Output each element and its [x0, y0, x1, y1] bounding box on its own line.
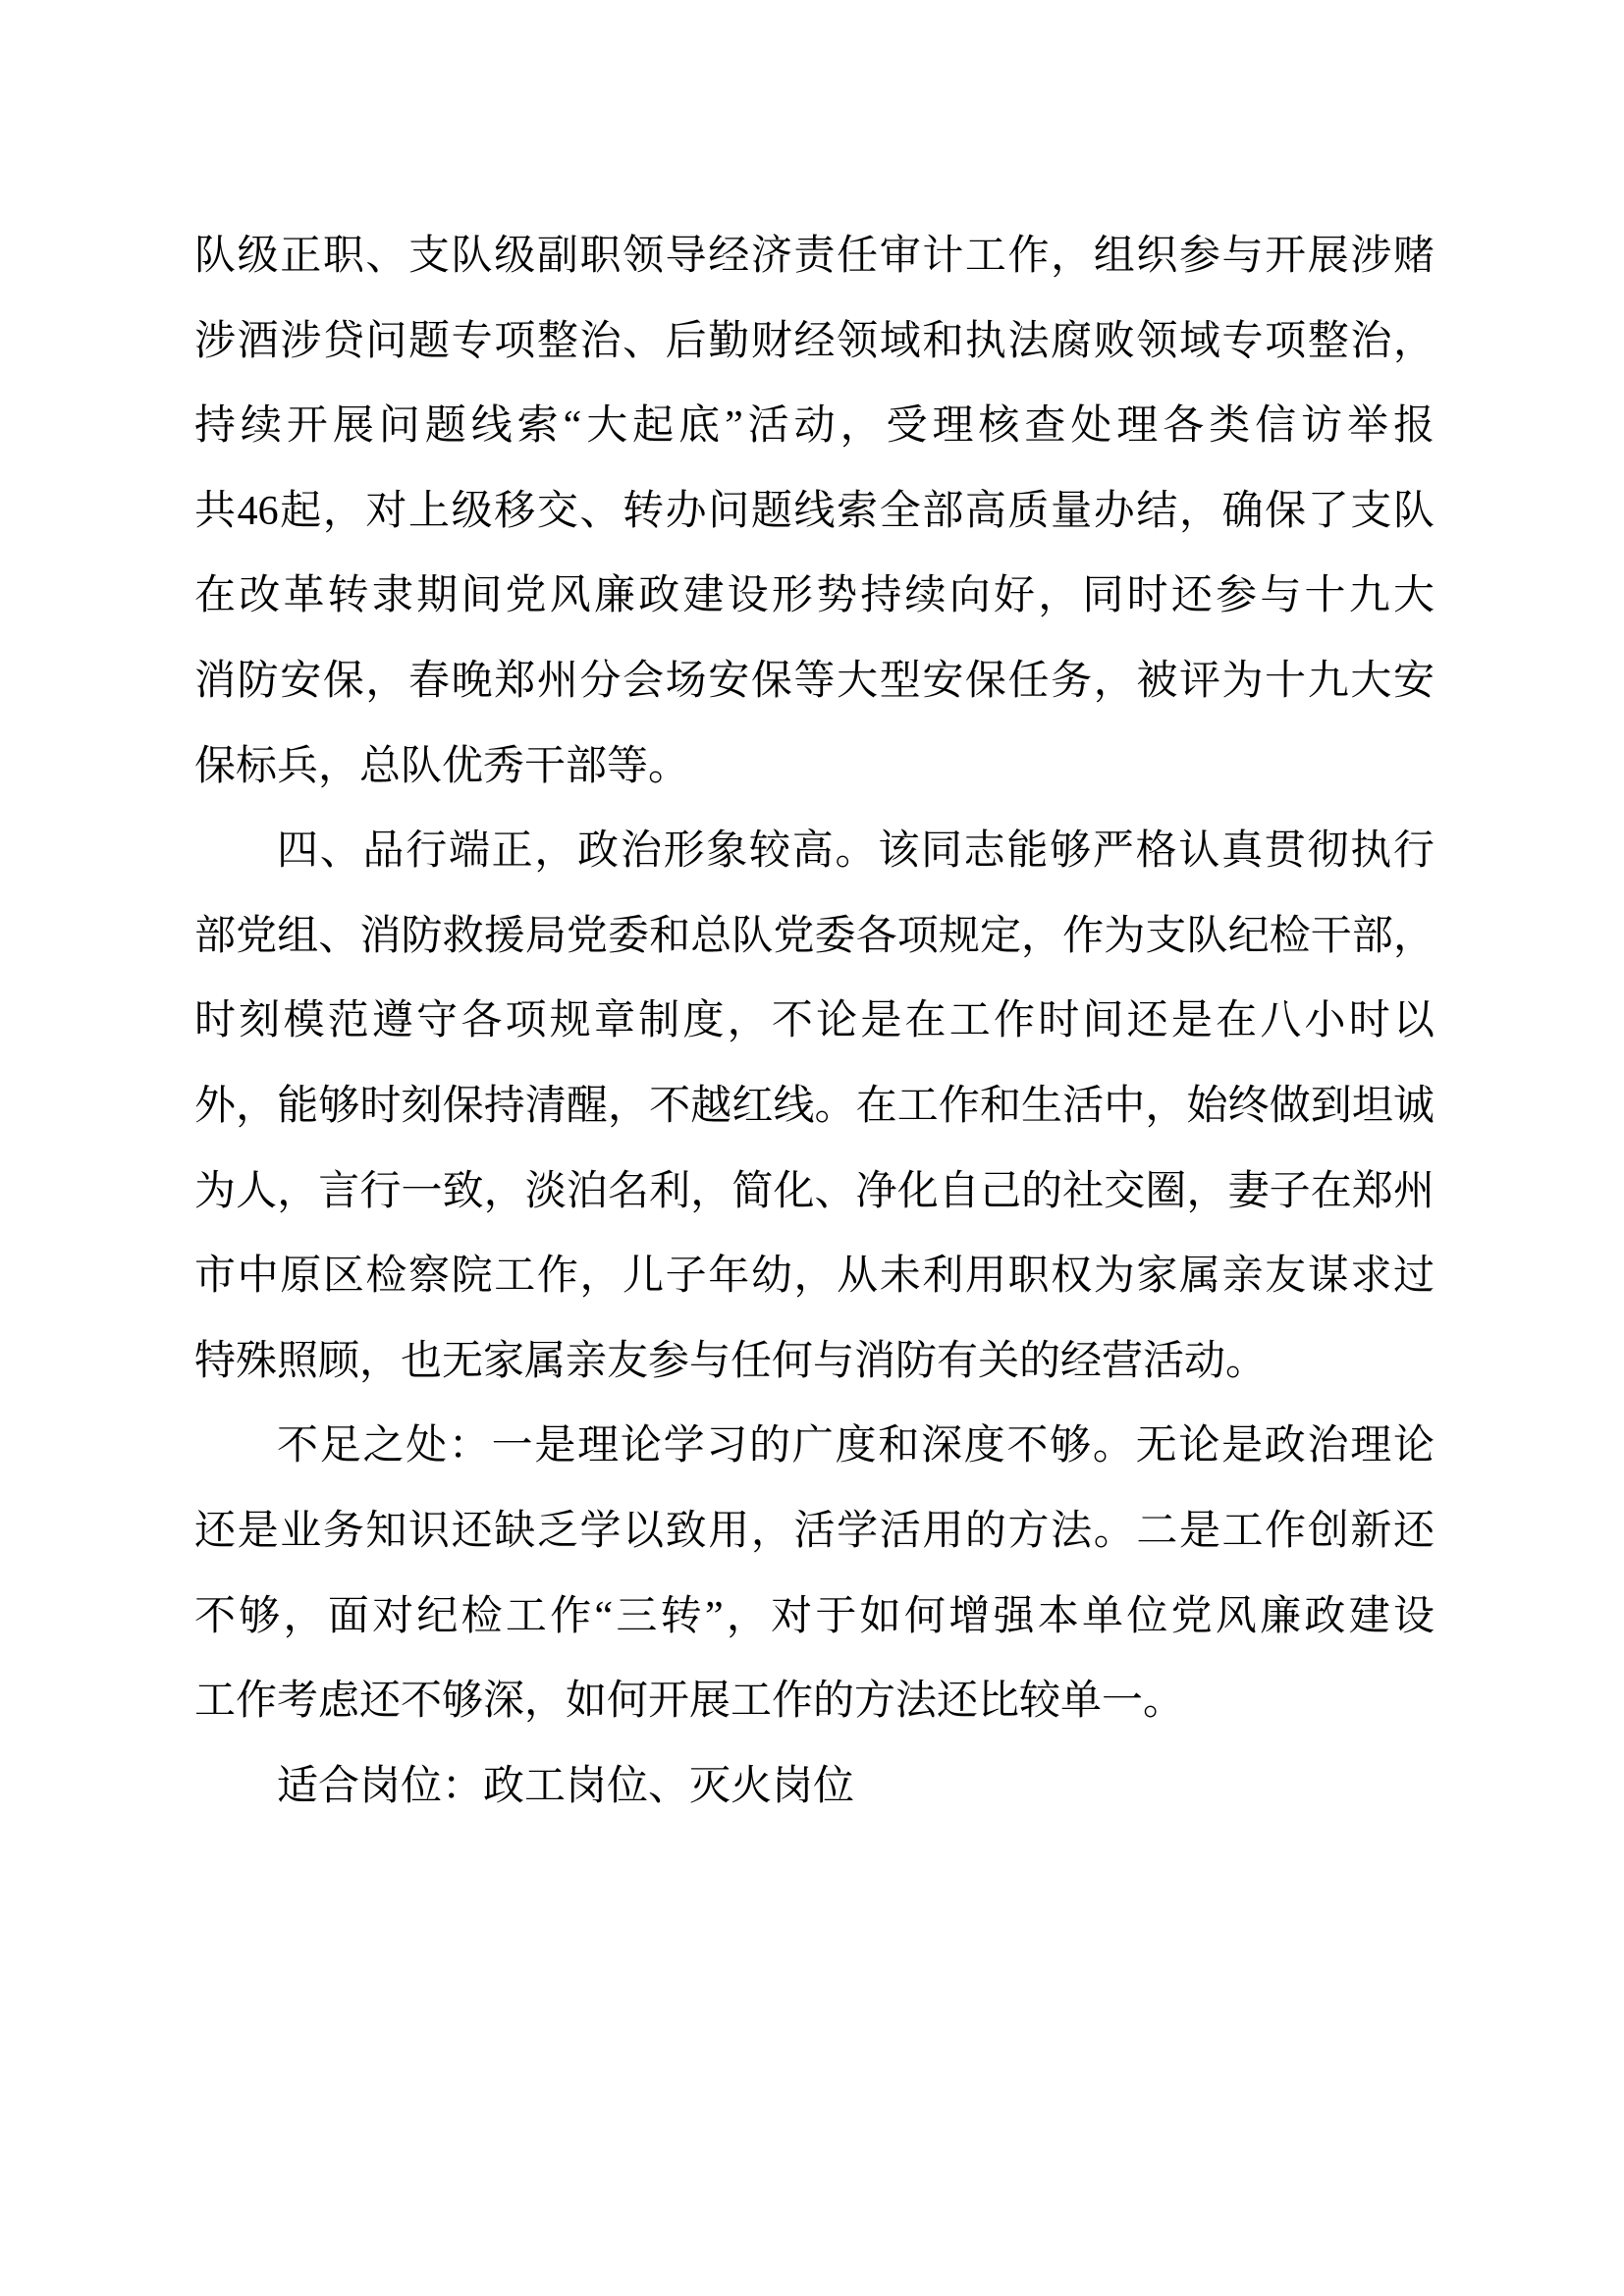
text-line: 涉酒涉贷问题专项整治、后勤财经领域和执法腐败领域专项整治， — [194, 318, 1435, 364]
text-line: 时刻模范遵守各项规章制度，不论是在工作时间还是在八小时以 — [194, 998, 1435, 1044]
text-line: 保标兵，总队优秀干部等。 — [194, 743, 690, 789]
text-line: 部党组、消防救援局党委和总队党委各项规定，作为支队纪检干部， — [194, 913, 1435, 959]
paragraph — [194, 214, 1435, 809]
text-line: 共46起，对上级移交、转办问题线索全部高质量办结，确保了支队 — [194, 488, 1435, 534]
text-line: 市中原区检察院工作，儿子年幼，从未利用职权为家属亲友谋求过 — [194, 1254, 1435, 1300]
text-line: 不足之处：一是理论学习的广度和深度不够。无论是政治理论 — [277, 1423, 1435, 1469]
text-line: 特殊照顾，也无家属亲友参与任何与消防有关的经营活动。 — [194, 1338, 1268, 1384]
text-line: 适合岗位：政工岗位、灭火岗位 — [277, 1763, 855, 1809]
text-line: 工作考虑还不够深，如何开展工作的方法还比较单一。 — [194, 1679, 1185, 1725]
text-line: 为人，言行一致，淡泊名利，简化、净化自己的社交圈，妻子在郑州 — [194, 1168, 1435, 1214]
document-text-block — [194, 214, 1435, 1829]
text-line: 还是业务知识还缺乏学以致用，活学活用的方法。二是工作创新还 — [194, 1508, 1435, 1554]
paragraph — [194, 1404, 1435, 1743]
text-line: 四、品行端正，政治形象较高。该同志能够严格认真贯彻执行 — [277, 828, 1435, 875]
text-line: 在改革转隶期间党风廉政建设形势持续向好，同时还参与十九大 — [194, 573, 1435, 619]
paragraph — [194, 1744, 1435, 1830]
text-line: 消防安保，春晚郑州分会场安保等大型安保任务，被评为十九大安 — [194, 658, 1435, 704]
text-line: 队级正职、支队级副职领导经济责任审计工作，组织参与开展涉赌 — [194, 234, 1435, 279]
text-line: 外，能够时刻保持清醒，不越红线。在工作和生活中，始终做到坦诚 — [194, 1083, 1435, 1129]
text-line: 持续开展问题线索“大起底”活动，受理核查处理各类信访举报 — [194, 403, 1435, 450]
paragraph — [194, 809, 1435, 1404]
text-line: 不够，面对纪检工作“三转”，对于如何增强本单位党风廉政建设 — [194, 1593, 1435, 1639]
